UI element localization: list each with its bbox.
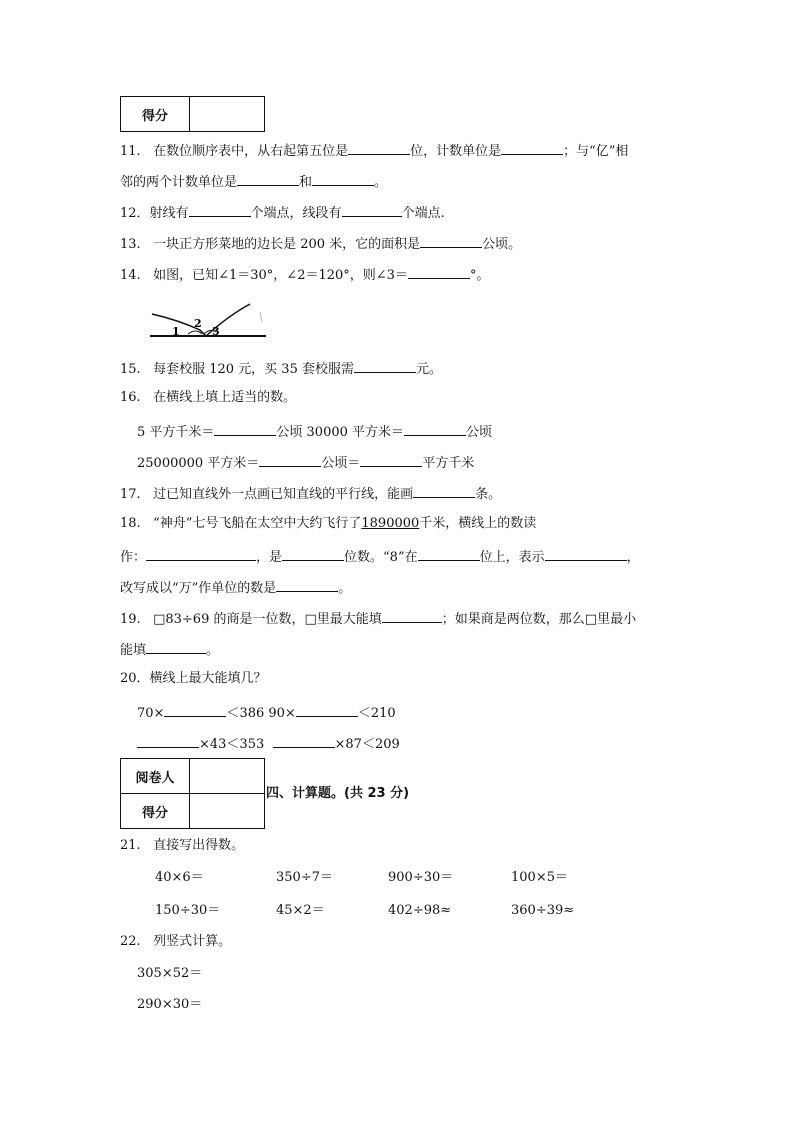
question-16-line1: 5 平方千米＝ 公顷 30000 平方米＝ 公顷 bbox=[137, 421, 492, 442]
answer-blank[interactable] bbox=[276, 577, 338, 592]
question-18-line2: 作： ，是 位数。“8”在 位上，表示 ， bbox=[120, 546, 640, 567]
calc-item: 402÷98≈ bbox=[388, 903, 452, 918]
answer-blank[interactable] bbox=[237, 171, 299, 186]
question-19-line1: 19. □83÷69 的商是一位数，□里最大能填 ；如果商是两位数，那么□里最小 bbox=[120, 608, 636, 629]
answer-blank[interactable] bbox=[259, 452, 321, 467]
grader-label: 阅卷人 bbox=[121, 759, 190, 794]
question-22: 22. 列竖式计算。 bbox=[120, 934, 232, 949]
answer-blank[interactable] bbox=[273, 733, 335, 748]
calc-item: 45×2＝ bbox=[276, 903, 325, 918]
answer-blank[interactable] bbox=[545, 546, 627, 561]
score-value-cell[interactable] bbox=[190, 794, 265, 829]
answer-blank[interactable] bbox=[164, 702, 226, 717]
answer-blank[interactable] bbox=[312, 171, 374, 186]
answer-blank[interactable] bbox=[382, 608, 442, 623]
underlined-number: 1890000 bbox=[361, 516, 420, 531]
question-11-line1: 11. 在数位顺序表中，从右起第五位是 位，计数单位是 ；与“亿”相 bbox=[120, 140, 628, 161]
answer-blank[interactable] bbox=[404, 421, 466, 436]
answer-blank[interactable] bbox=[408, 264, 470, 279]
calc-item: 350÷7＝ bbox=[276, 870, 333, 885]
question-12: 12．射线有 个端点，线段有 个端点. bbox=[120, 202, 445, 223]
question-19-line2: 能填 。 bbox=[120, 639, 219, 660]
angle-label-1: 1 bbox=[172, 325, 180, 338]
question-14: 14. 如图，已知∠1＝30°，∠2＝120°，则∠3＝ °。 bbox=[120, 264, 489, 285]
score-value-cell[interactable] bbox=[190, 97, 265, 132]
calc-item: 360÷39≈ bbox=[511, 903, 575, 918]
question-17: 17. 过已知直线外一点画已知直线的平行线，能画 条。 bbox=[120, 483, 501, 504]
section-4-title: 四、计算题。(共 23 分) bbox=[266, 786, 410, 801]
calc-item: 900÷30＝ bbox=[388, 870, 454, 885]
answer-blank[interactable] bbox=[420, 233, 482, 248]
calc-item: 305×52＝ bbox=[137, 966, 203, 981]
answer-blank[interactable] bbox=[282, 546, 344, 561]
score-box-top bbox=[120, 96, 265, 132]
calc-item: 40×6＝ bbox=[155, 870, 204, 885]
question-11-line2: 邻的两个计数单位是 和 。 bbox=[120, 171, 387, 192]
question-18-line3: 改写成以“万”作单位的数是 。 bbox=[120, 577, 351, 598]
score-label: 得分 bbox=[121, 97, 190, 132]
answer-blank[interactable] bbox=[296, 702, 358, 717]
question-21: 21. 直接写出得数。 bbox=[120, 838, 245, 853]
answer-blank[interactable] bbox=[146, 639, 206, 654]
answer-blank[interactable] bbox=[146, 546, 256, 561]
question-20: 20．横线上最大能填几？ bbox=[120, 671, 267, 686]
angle-figure bbox=[148, 298, 272, 344]
answer-blank[interactable] bbox=[413, 483, 475, 498]
answer-blank[interactable] bbox=[342, 202, 402, 217]
answer-blank[interactable] bbox=[189, 202, 251, 217]
answer-blank[interactable] bbox=[418, 546, 480, 561]
calc-item: 100×5＝ bbox=[511, 870, 568, 885]
answer-blank[interactable] bbox=[501, 140, 563, 155]
answer-blank[interactable] bbox=[137, 733, 199, 748]
answer-blank[interactable] bbox=[348, 140, 410, 155]
question-15: 15. 每套校服 120 元，买 35 套校服需 元。 bbox=[120, 358, 442, 379]
question-20-line2: ×43＜353 ×87＜209 bbox=[137, 733, 400, 754]
question-16-line2: 25000000 平方米＝ 公顷＝ 平方千米 bbox=[137, 452, 474, 473]
angle-label-3: 3 bbox=[212, 325, 220, 338]
answer-blank[interactable] bbox=[354, 358, 416, 373]
angle-label-2: 2 bbox=[194, 317, 202, 330]
calc-item: 290×30＝ bbox=[137, 997, 203, 1012]
score-box-mid bbox=[120, 758, 265, 829]
score-label: 得分 bbox=[121, 794, 190, 829]
answer-blank[interactable] bbox=[360, 452, 422, 467]
question-13: 13. 一块正方形菜地的边长是 200 米，它的面积是 公顷。 bbox=[120, 233, 521, 254]
question-16: 16. 在横线上填上适当的数。 bbox=[120, 390, 297, 405]
calc-item: 150÷30＝ bbox=[155, 903, 221, 918]
answer-blank[interactable] bbox=[214, 421, 276, 436]
question-20-line1: 70× ＜386 90× ＜210 bbox=[137, 702, 396, 723]
grader-value-cell[interactable] bbox=[190, 759, 265, 794]
question-18-line1: 18. “神舟”七号飞船在太空中大约飞行了1890000千米，横线上的数读 bbox=[120, 516, 537, 531]
